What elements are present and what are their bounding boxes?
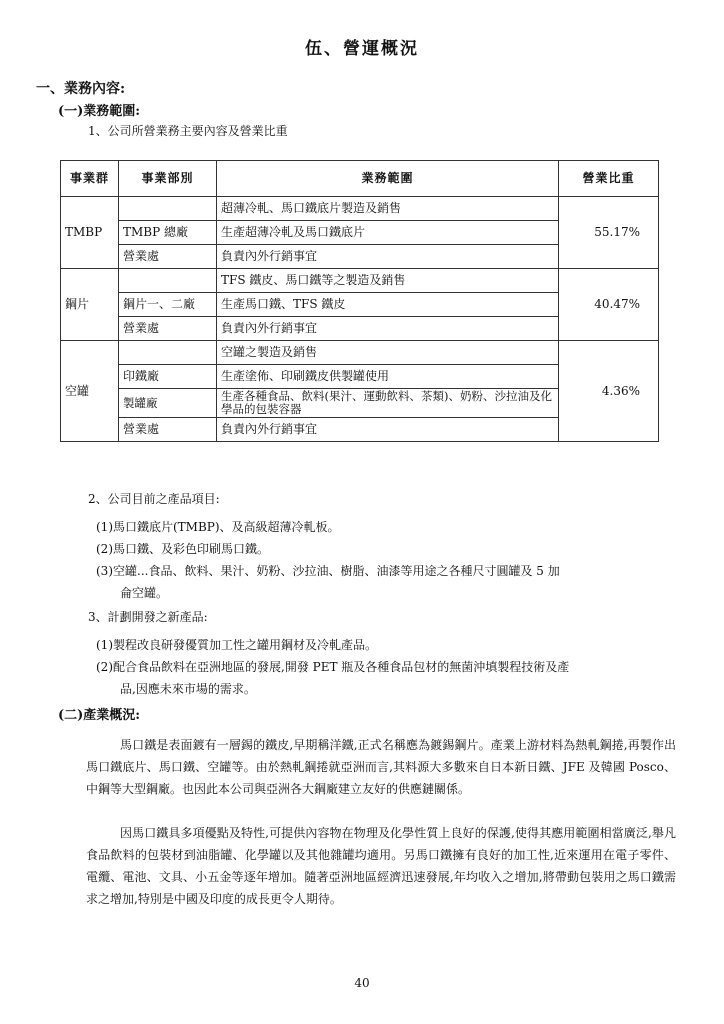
header-department: 事業部別: [119, 161, 217, 197]
subsection-heading-industry: (二)產業概況:: [58, 708, 141, 723]
industry-paragraph-1: 馬口鐵是表面鍍有一層錫的鐵皮,早期稱洋鐵,正式名稱應為鍍錫鋼片。產業上游材料為熱軋鋼捲,再製作出馬口鐵底片、馬口鐵、空罐等。由於熱軋鋼捲就亞洲而言,其料源大多數來自日本新日鐵、JFE 及韓國 Posco、中鋼等大型鋼廠。也因此本公司與亞洲各大鋼廠建立友好的供應鏈關係。: [86, 738, 676, 796]
ratio-cell: 4.36%: [559, 341, 659, 442]
scope-cell: 生產各種食品、飲料(果汁、運動飲料、茶類)、奶粉、沙拉油及化學品的包裝容器: [217, 389, 559, 418]
header-business-group: 事業群: [61, 161, 119, 197]
dept-cell: 印鐵廠: [119, 365, 217, 389]
item-heading-new-products: 3、計劃開發之新產品:: [88, 610, 208, 624]
dept-cell: 製罐廠: [119, 389, 217, 418]
item-heading-main-business: 1、公司所營業務主要內容及營業比重: [88, 124, 288, 138]
list-item: (2)馬口鐵、及彩色印刷馬口鐵。: [96, 542, 269, 556]
new-product-list: [96, 634, 686, 700]
table-row: [61, 269, 659, 293]
item-heading-current-products: 2、公司目前之產品項目:: [88, 492, 220, 506]
scope-cell: 超薄冷軋、馬口鐵底片製造及銷售: [217, 197, 559, 221]
scope-cell: 空罐之製造及銷售: [217, 341, 559, 365]
subsection-heading-scope: (一)業務範圍:: [58, 104, 141, 119]
group-name-cell: TMBP: [61, 197, 119, 269]
table-row: [61, 341, 659, 365]
scope-cell: 生產超薄冷軋及馬口鐵底片: [217, 221, 559, 245]
table-row: [61, 197, 659, 221]
dept-cell: 營業處: [119, 245, 217, 269]
header-revenue-ratio: 營業比重: [559, 161, 659, 197]
ratio-cell: 40.47%: [559, 269, 659, 341]
page-title: 伍、營運概況: [305, 39, 419, 59]
list-item-continuation: 品,因應未來市場的需求。: [120, 682, 256, 696]
table-header-row: [61, 161, 659, 197]
scope-cell: TFS 鐵皮、馬口鐵等之製造及銷售: [217, 269, 559, 293]
business-scope-table: [60, 160, 659, 442]
dept-cell: [119, 341, 217, 365]
dept-cell: [119, 269, 217, 293]
scope-cell: 負責內外行銷事宜: [217, 418, 559, 442]
scope-cell: 生產馬口鐵、TFS 鐵皮: [217, 293, 559, 317]
page-number: 40: [354, 976, 370, 990]
dept-cell: TMBP 總廠: [119, 221, 217, 245]
header-business-scope: 業務範圍: [217, 161, 559, 197]
list-item: (1)製程改良研發優質加工性之罐用鋼材及冷軋產品。: [96, 638, 378, 652]
dept-cell: [119, 197, 217, 221]
list-item-continuation: 侖空罐。: [120, 586, 169, 600]
section-heading-business: 一、業務內容:: [36, 81, 126, 97]
scope-cell: 生產塗佈、印刷鐵皮供製罐使用: [217, 365, 559, 389]
scope-cell: 負責內外行銷事宜: [217, 245, 559, 269]
scope-cell: 負責內外行銷事宜: [217, 317, 559, 341]
list-item: (3)空罐...食品、飲料、果汁、奶粉、沙拉油、樹脂、油漆等用途之各種尺寸圓罐及 5 加: [96, 564, 560, 578]
list-item: (2)配合食品飲料在亞洲地區的發展,開發 PET 瓶及各種食品包材的無菌沖填製程技術及產: [96, 660, 570, 674]
product-list: [96, 516, 686, 604]
ratio-cell: 55.17%: [559, 197, 659, 269]
dept-cell: 鋼片一、二廠: [119, 293, 217, 317]
dept-cell: 營業處: [119, 317, 217, 341]
group-name-cell: 空罐: [61, 341, 119, 442]
industry-paragraph-2: 因馬口鐵具多項優點及特性,可提供內容物在物理及化學性質上良好的保護,使得其應用範圍相當廣泛,舉凡食品飲料的包裝材到油脂罐、化學罐以及其他雜罐均適用。另馬口鐵擁有良好的加工性,近來運用在電子零件、電纜、電池、文具、小五金等逐年增加。隨著亞洲地區經濟迅速發展,年均收入之增加,將帶動包裝用之馬口鐵需求之增加,特別是中國及印度的成長更令人期待。: [86, 826, 676, 906]
dept-cell: 營業處: [119, 418, 217, 442]
group-name-cell: 鋼片: [61, 269, 119, 341]
list-item: (1)馬口鐵底片(TMBP)、及高級超薄冷軋板。: [96, 520, 340, 534]
